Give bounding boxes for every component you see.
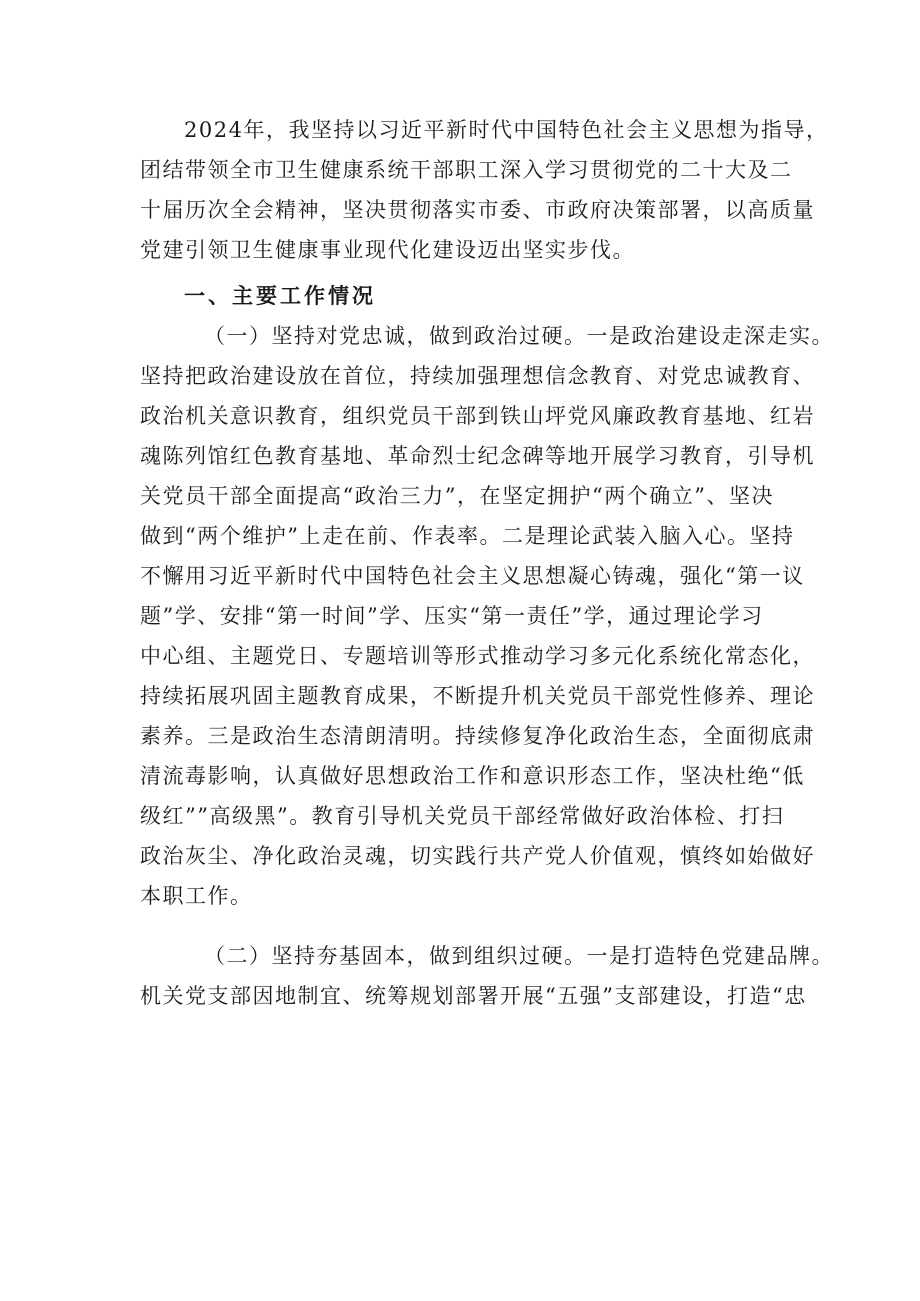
intro-line-1: 2024年，我坚持以习近平新时代中国特色社会主义思想为指导， [184, 118, 829, 142]
para2-line-1: （二）坚持夯基固本，做到组织过硬。一是打造特色党建品牌。 [204, 944, 834, 968]
para1-line-14: 政治灰尘、净化政治灵魂，切实践行共产党人价值观，慎终如始做好 [140, 844, 815, 868]
para1-line-10: 持续拓展巩固主题教育成果，不断提升机关党员干部党性修养、理论 [140, 684, 815, 708]
para1-line-1: （一）坚持对党忠诚，做到政治过硬。一是政治建设走深走实。 [204, 324, 834, 348]
para1-line-3: 政治机关意识教育，组织党员干部到铁山坪党风廉政教育基地、红岩 [140, 404, 815, 428]
para1-line-4: 魂陈列馆红色教育基地、革命烈士纪念碑等地开展学习教育，引导机 [140, 444, 815, 468]
para1-line-12: 清流毒影响，认真做好思想政治工作和意识形态工作，坚决杜绝“低 [140, 764, 805, 788]
para1-line-15: 本职工作。 [140, 884, 253, 908]
section-heading: 一、主要工作情况 [184, 284, 376, 308]
para1-line-8: 题”学、安排“第一时间”学、压实“第一责任”学，通过理论学习 [140, 604, 764, 628]
para1-line-9: 中心组、主题党日、专题培训等形式推动学习多元化系统化常态化， [140, 644, 815, 668]
para1-line-7: 不懈用习近平新时代中国特色社会主义思想凝心铸魂，强化“第一议 [140, 564, 805, 588]
para1-line-13: 级红””高级黑”。教育引导机关党员干部经常做好政治体检、打扫 [140, 804, 785, 828]
para1-line-2: 坚持把政治建设放在首位，持续加强理想信念教育、对党忠诚教育、 [140, 364, 815, 388]
para1-line-6: 做到“两个维护”上走在前、作表率。二是理论武装入脑入心。坚持 [140, 524, 795, 548]
para1-line-5: 关党员干部全面提高“政治三力”，在坚定拥护“两个确立”、坚决 [140, 484, 774, 508]
intro-line-2: 团结带领全市卫生健康系统干部职工深入学习贯彻党的二十大及二 [140, 158, 793, 182]
para1-line-11: 素养。三是政治生态清朗清明。持续修复净化政治生态，全面彻底肃 [140, 724, 815, 748]
intro-line-3: 十届历次全会精神，坚决贯彻落实市委、市政府决策部署，以高质量 [140, 198, 815, 222]
document-body [140, 110, 834, 1016]
intro-line-4: 党建引领卫生健康事业现代化建设迈出坚实步伐。 [140, 238, 635, 262]
para2-line-2: 机关党支部因地制宜、统筹规划部署开展“五强”支部建设，打造“忠 [140, 984, 807, 1008]
